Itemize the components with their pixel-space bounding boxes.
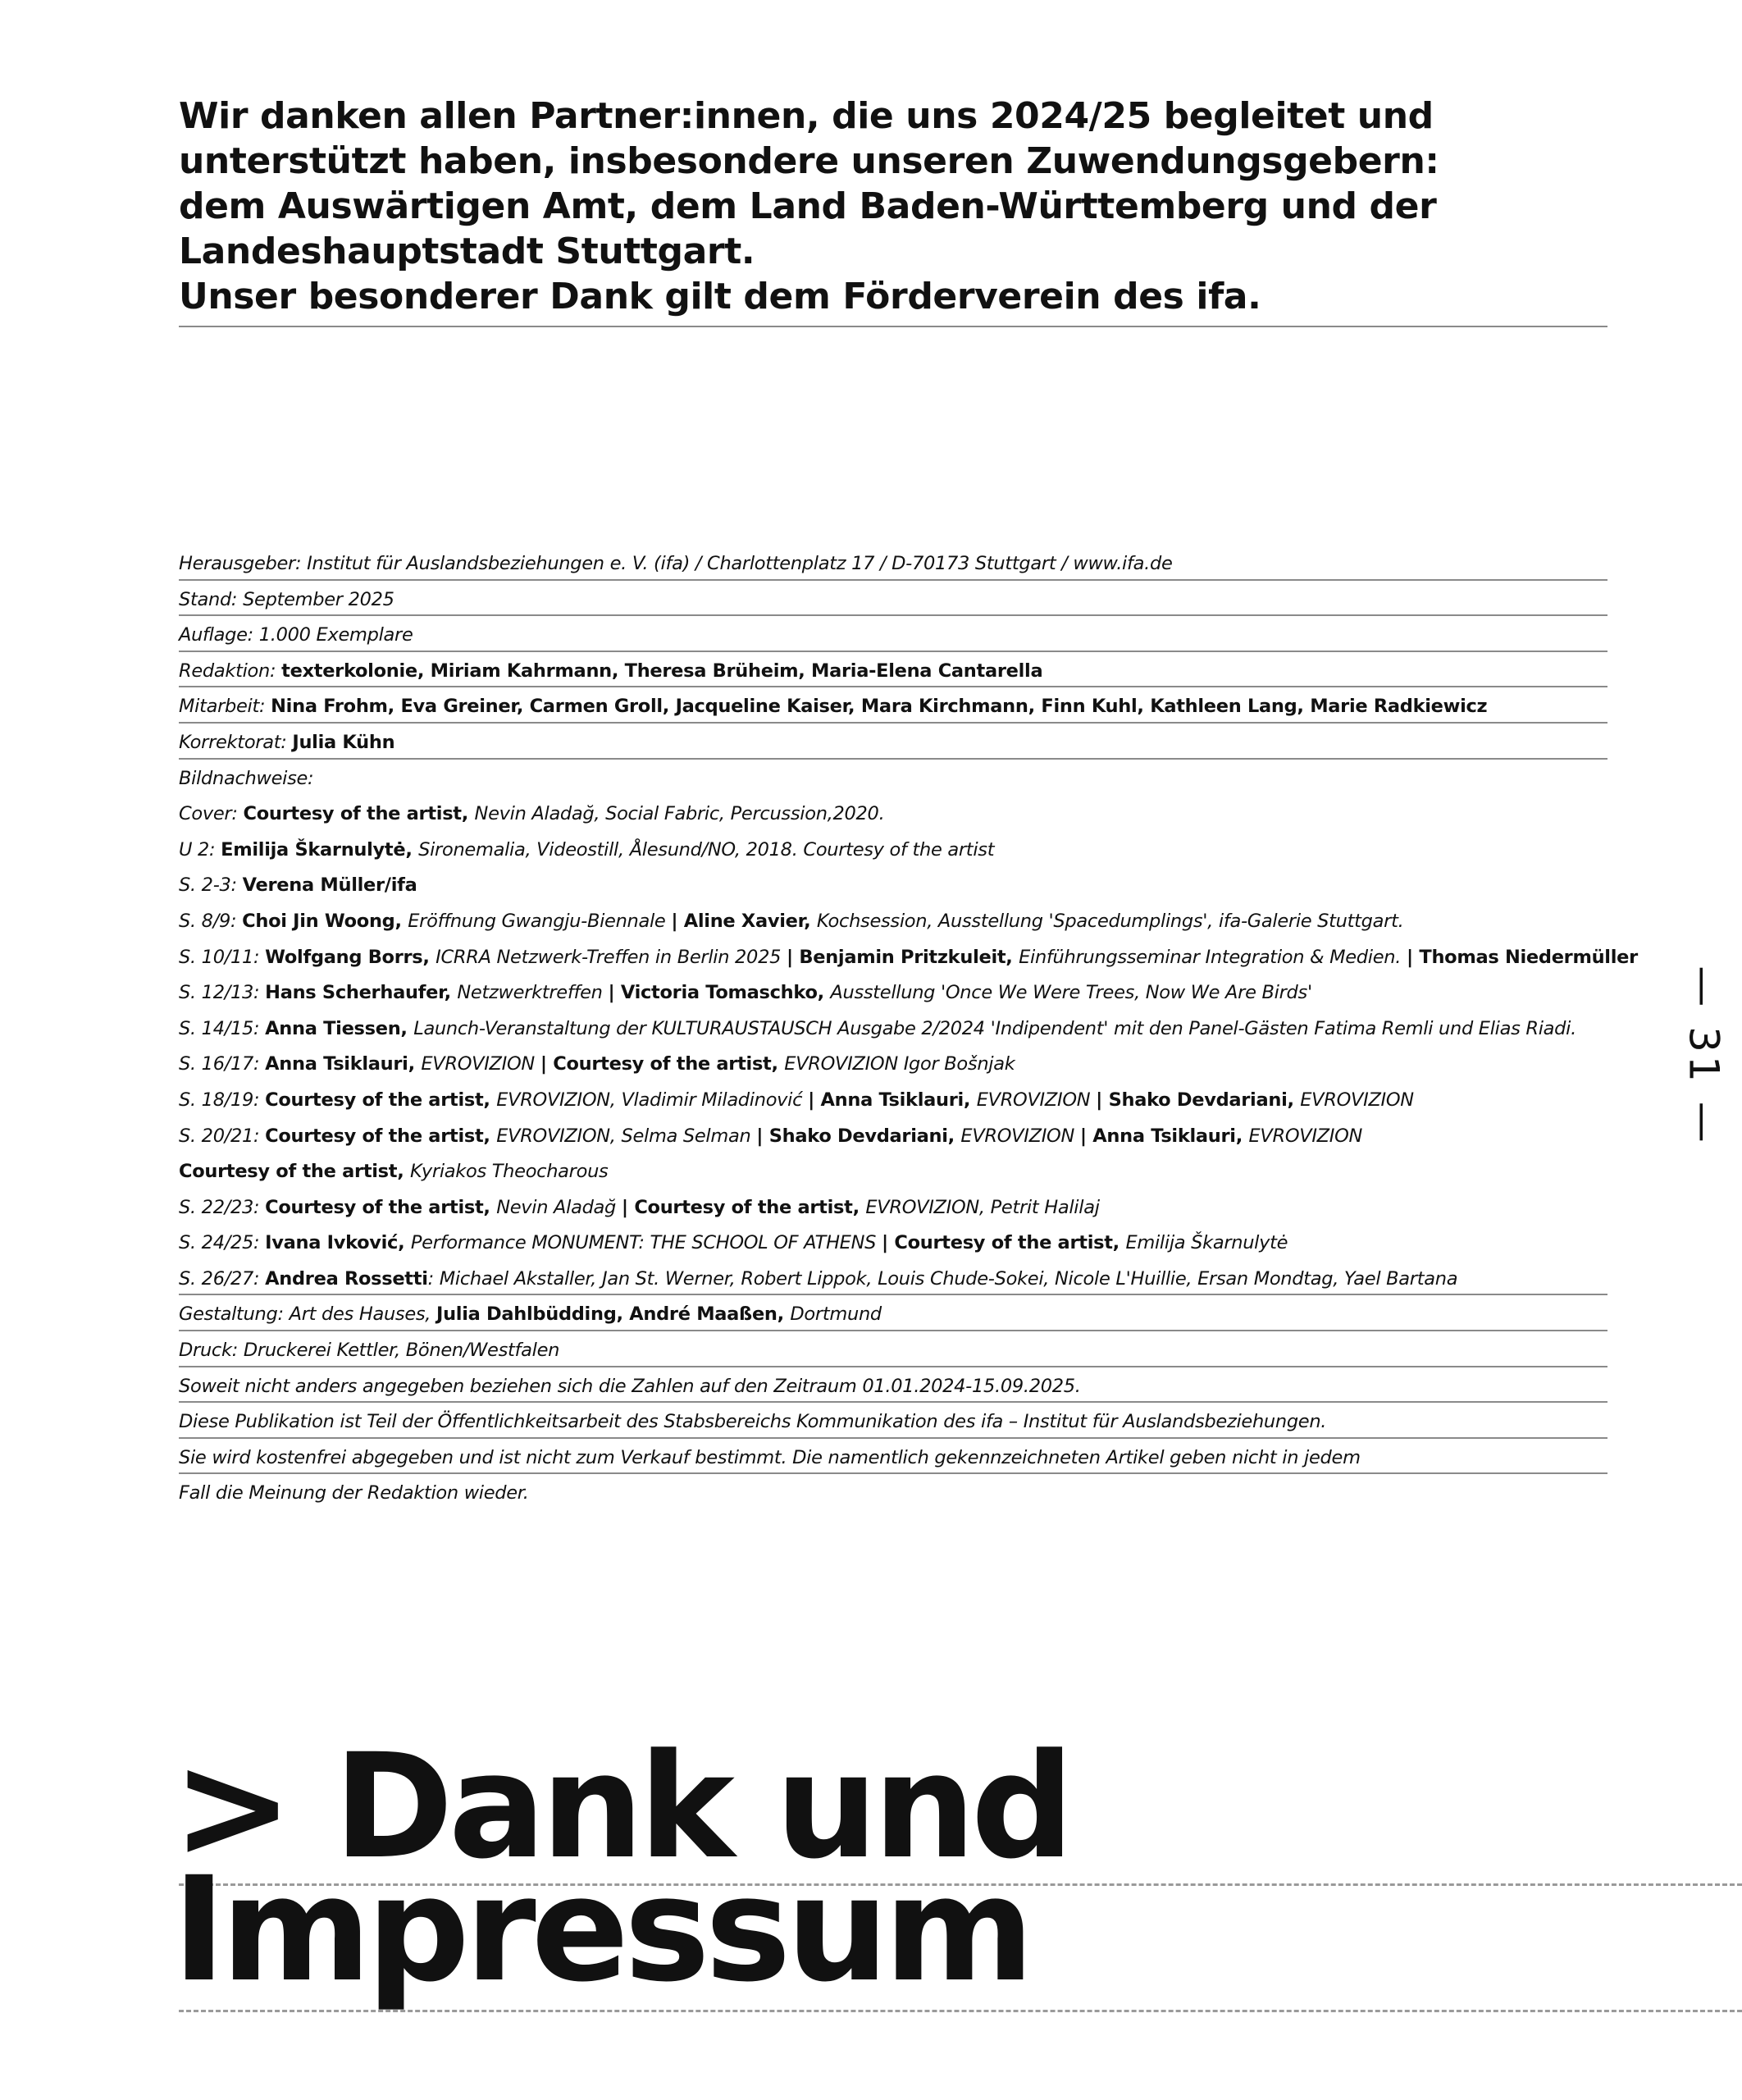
imprint-label: EVROVIZION, Petrit Halilaj (865, 1196, 1100, 1218)
imprint-row (179, 902, 1607, 938)
imprint-label: EVROVIZION, Vladimir Miladinović (496, 1089, 809, 1111)
imprint-name: Julia Dahlbüdding, André Maaßen, (436, 1303, 791, 1326)
imprint-label: Gestaltung: Art des Hauses, (179, 1303, 436, 1326)
imprint-label: S. 12/13: (179, 982, 266, 1004)
imprint-row (179, 831, 1607, 867)
imprint-label: Kyriakos Theocharous (410, 1161, 609, 1183)
imprint-label: Emilija Škarnulytė (1125, 1232, 1288, 1254)
imprint-name: Wolfgang Borrs, (265, 946, 436, 968)
imprint-label: S. 10/11: (179, 946, 266, 968)
imprint-name: | Courtesy of the artist, (540, 1053, 785, 1075)
imprint-name: Emilija Škarnulytė, (221, 838, 419, 861)
imprint-label: Diese Publikation ist Teil der Öffentlichkeitsarbeit des Stabsbereichs Kommunikation des ifa – Institut für Auslandsbeziehungen. (179, 1411, 1327, 1433)
imprint-name: Ivana Ivković, (265, 1232, 411, 1254)
thanks-line: dem Auswärtigen Amt, dem Land Baden-Württemberg und der (179, 185, 1437, 227)
section-title-line1: > Dank und (172, 1723, 1069, 1891)
imprint-label: Netzwerktreffen (457, 982, 609, 1004)
imprint-name: | Anna Tsiklauri, (1079, 1125, 1249, 1147)
imprint-row (179, 760, 1607, 796)
thanks-paragraph (179, 94, 1607, 327)
imprint-row (179, 1403, 1607, 1439)
imprint-label: Redaktion: (179, 660, 282, 682)
imprint-label: Sie wird kostenfrei abgegeben und ist nicht zum Verkauf bestimmt. Die namentlich gekennzeichneten Artikel geben nicht in jedem (179, 1446, 1361, 1468)
imprint-label: Soweit nicht anders angegeben beziehen sich die Zahlen auf den Zeitraum 01.01.2024-15.09.2025. (179, 1375, 1081, 1397)
imprint-name: | Shako Devdariani, (1096, 1089, 1301, 1111)
imprint-row (179, 652, 1607, 688)
imprint-row (179, 545, 1607, 581)
imprint-row (179, 1117, 1607, 1153)
imprint-name: texterkolonie, Miriam Kahrmann, Theresa Brüheim, Maria-Elena Cantarella (281, 660, 1043, 682)
imprint-label: Nevin Aladağ (496, 1196, 622, 1218)
imprint-row (179, 974, 1607, 1010)
page-number-text: — 31 — (1680, 966, 1729, 1146)
imprint-label: Stand: September 2025 (179, 588, 394, 610)
imprint-label: Dortmund (790, 1303, 882, 1326)
imprint-label: Launch-Veranstaltung der KULTURAUSTAUSCH Ausgabe 2/2024 'Indipendent' mit den Panel-Gästen Fatima Remli und Elias Riadi. (413, 1017, 1576, 1039)
imprint-name: | Anna Tsiklauri, (808, 1089, 977, 1111)
imprint-row (179, 616, 1607, 652)
imprint-label: Auflage: 1.000 Exemplare (179, 624, 413, 646)
page-number (1676, 966, 1733, 1146)
imprint-row (179, 866, 1607, 902)
imprint-name: Choi Jin Woong, (242, 910, 408, 932)
imprint-label: Eröffnung Gwangju-Biennale (408, 910, 672, 932)
thanks-line: Landeshauptstadt Stuttgart. (179, 231, 755, 272)
imprint-label: Nevin Aladağ, Social Fabric, Percussion,2020. (474, 803, 885, 825)
imprint-row (179, 1081, 1607, 1117)
imprint-label: Bildnachweise: (179, 767, 314, 789)
imprint-name: Verena Müller/ifa (242, 874, 417, 897)
imprint-name: Courtesy of the artist, (179, 1161, 411, 1183)
imprint-label: Performance MONUMENT: THE SCHOOL OF ATHENS (410, 1232, 882, 1254)
imprint-label: U 2: (179, 838, 221, 861)
imprint-label: S. 14/15: (179, 1017, 266, 1039)
imprint-label: EVROVIZION Igor Bošnjak (784, 1053, 1015, 1075)
imprint-name: Nina Frohm, Eva Greiner, Carmen Groll, Jacqueline Kaiser, Mara Kirchmann, Finn Kuhl, Kathleen Lang, Marie Radkiewicz (271, 696, 1488, 718)
imprint-label: EVROVIZION (976, 1089, 1097, 1111)
section-title (172, 1723, 1069, 2014)
imprint-name: Andrea Rossetti (265, 1267, 428, 1290)
imprint-label: S. 24/25: (179, 1232, 266, 1254)
imprint-name: | Shako Devdariani, (756, 1125, 961, 1147)
imprint-label: EVROVIZION (1300, 1089, 1414, 1111)
imprint-name: | Thomas Niedermüller (1406, 946, 1638, 968)
imprint-name: Hans Scherhaufer, (265, 982, 458, 1004)
imprint-label: Mitarbeit: (179, 696, 271, 718)
imprint-row (179, 1295, 1607, 1331)
thanks-line: unterstützt haben, insbesondere unseren Zuwendungsgebern: (179, 140, 1439, 182)
imprint-label: EVROVIZION, Selma Selman (496, 1125, 757, 1147)
imprint-row (179, 1153, 1607, 1189)
imprint-name: | Benjamin Pritzkuleit, (786, 946, 1019, 968)
imprint-row (179, 1260, 1607, 1296)
imprint-label: Kochsession, Ausstellung 'Spacedumplings', ifa-Galerie Stuttgart. (816, 910, 1404, 932)
imprint-label: EVROVIZION (421, 1053, 540, 1075)
imprint-row (179, 1010, 1607, 1046)
imprint-label: Herausgeber: Institut für Auslandsbeziehungen e. V. (ifa) / Charlottenplatz 17 / D-70173 Stuttgart / www.ifa.de (179, 553, 1173, 574)
imprint-row (179, 938, 1638, 975)
thanks-line: Unser besonderer Dank gilt dem Förderverein des ifa. (179, 276, 1261, 317)
imprint-label: S. 20/21: (179, 1125, 266, 1147)
imprint-row (179, 581, 1607, 617)
imprint-name: | Victoria Tomaschko, (608, 982, 831, 1004)
imprint-label: Sironemalia, Videostill, Ålesund/NO, 2018. Courtesy of the artist (418, 838, 995, 861)
imprint-row (179, 1224, 1607, 1260)
imprint-name: Anna Tiessen, (265, 1017, 414, 1039)
imprint-name: Courtesy of the artist, (243, 803, 475, 825)
imprint-row (179, 724, 1607, 760)
imprint-row (179, 795, 1607, 831)
imprint-label: S. 16/17: (179, 1053, 266, 1075)
imprint-label: S. 18/19: (179, 1089, 266, 1111)
imprint-label: : Michael Akstaller, Jan St. Werner, Robert Lippok, Louis Chude-Sokei, Nicole L'Huillie, Ersan Mondtag, Yael Bartana (427, 1267, 1458, 1290)
imprint-name: Julia Kühn (292, 731, 395, 753)
imprint-label: Druck: Druckerei Kettler, Bönen/Westfalen (179, 1340, 560, 1362)
imprint-label: Fall die Meinung der Redaktion wieder. (179, 1482, 529, 1504)
imprint-label: Korrektorat: (179, 731, 293, 753)
thanks-line: Wir danken allen Partner:innen, die uns 2024/25 begleitet und (179, 95, 1434, 137)
imprint-name: | Aline Xavier, (671, 910, 817, 932)
imprint-label: S. 2-3: (179, 874, 243, 897)
imprint-label: Einführungsseminar Integration & Medien. (1019, 946, 1407, 968)
imprint-name: | Courtesy of the artist, (881, 1232, 1126, 1254)
imprint-row (179, 1367, 1607, 1404)
imprint-label: ICRRA Netzwerk-Treffen in Berlin 2025 (436, 946, 787, 968)
imprint-row (179, 687, 1607, 724)
imprint-row (179, 1331, 1607, 1367)
imprint-label: Cover: (179, 803, 244, 825)
imprint-row (179, 1439, 1607, 1475)
imprint-name: Courtesy of the artist, (265, 1196, 497, 1218)
imprint-label: S. 22/23: (179, 1196, 266, 1218)
imprint-row (179, 1045, 1607, 1081)
imprint-list (179, 545, 1638, 1510)
imprint-label: S. 8/9: (179, 910, 243, 932)
section-title-line2: Impressum (172, 1846, 1030, 2014)
imprint-name: Anna Tsiklauri, (265, 1053, 422, 1075)
imprint-name: | Courtesy of the artist, (621, 1196, 866, 1218)
imprint-label: Ausstellung 'Once We Were Trees, Now We Are Birds' (830, 982, 1312, 1004)
imprint-row (179, 1189, 1607, 1225)
imprint-label: EVROVIZION (960, 1125, 1080, 1147)
imprint-label: S. 26/27: (179, 1267, 266, 1290)
imprint-label: EVROVIZION (1248, 1125, 1363, 1147)
imprint-name: Courtesy of the artist, (265, 1089, 497, 1111)
imprint-name: Courtesy of the artist, (265, 1125, 497, 1147)
imprint-row (179, 1474, 1607, 1510)
